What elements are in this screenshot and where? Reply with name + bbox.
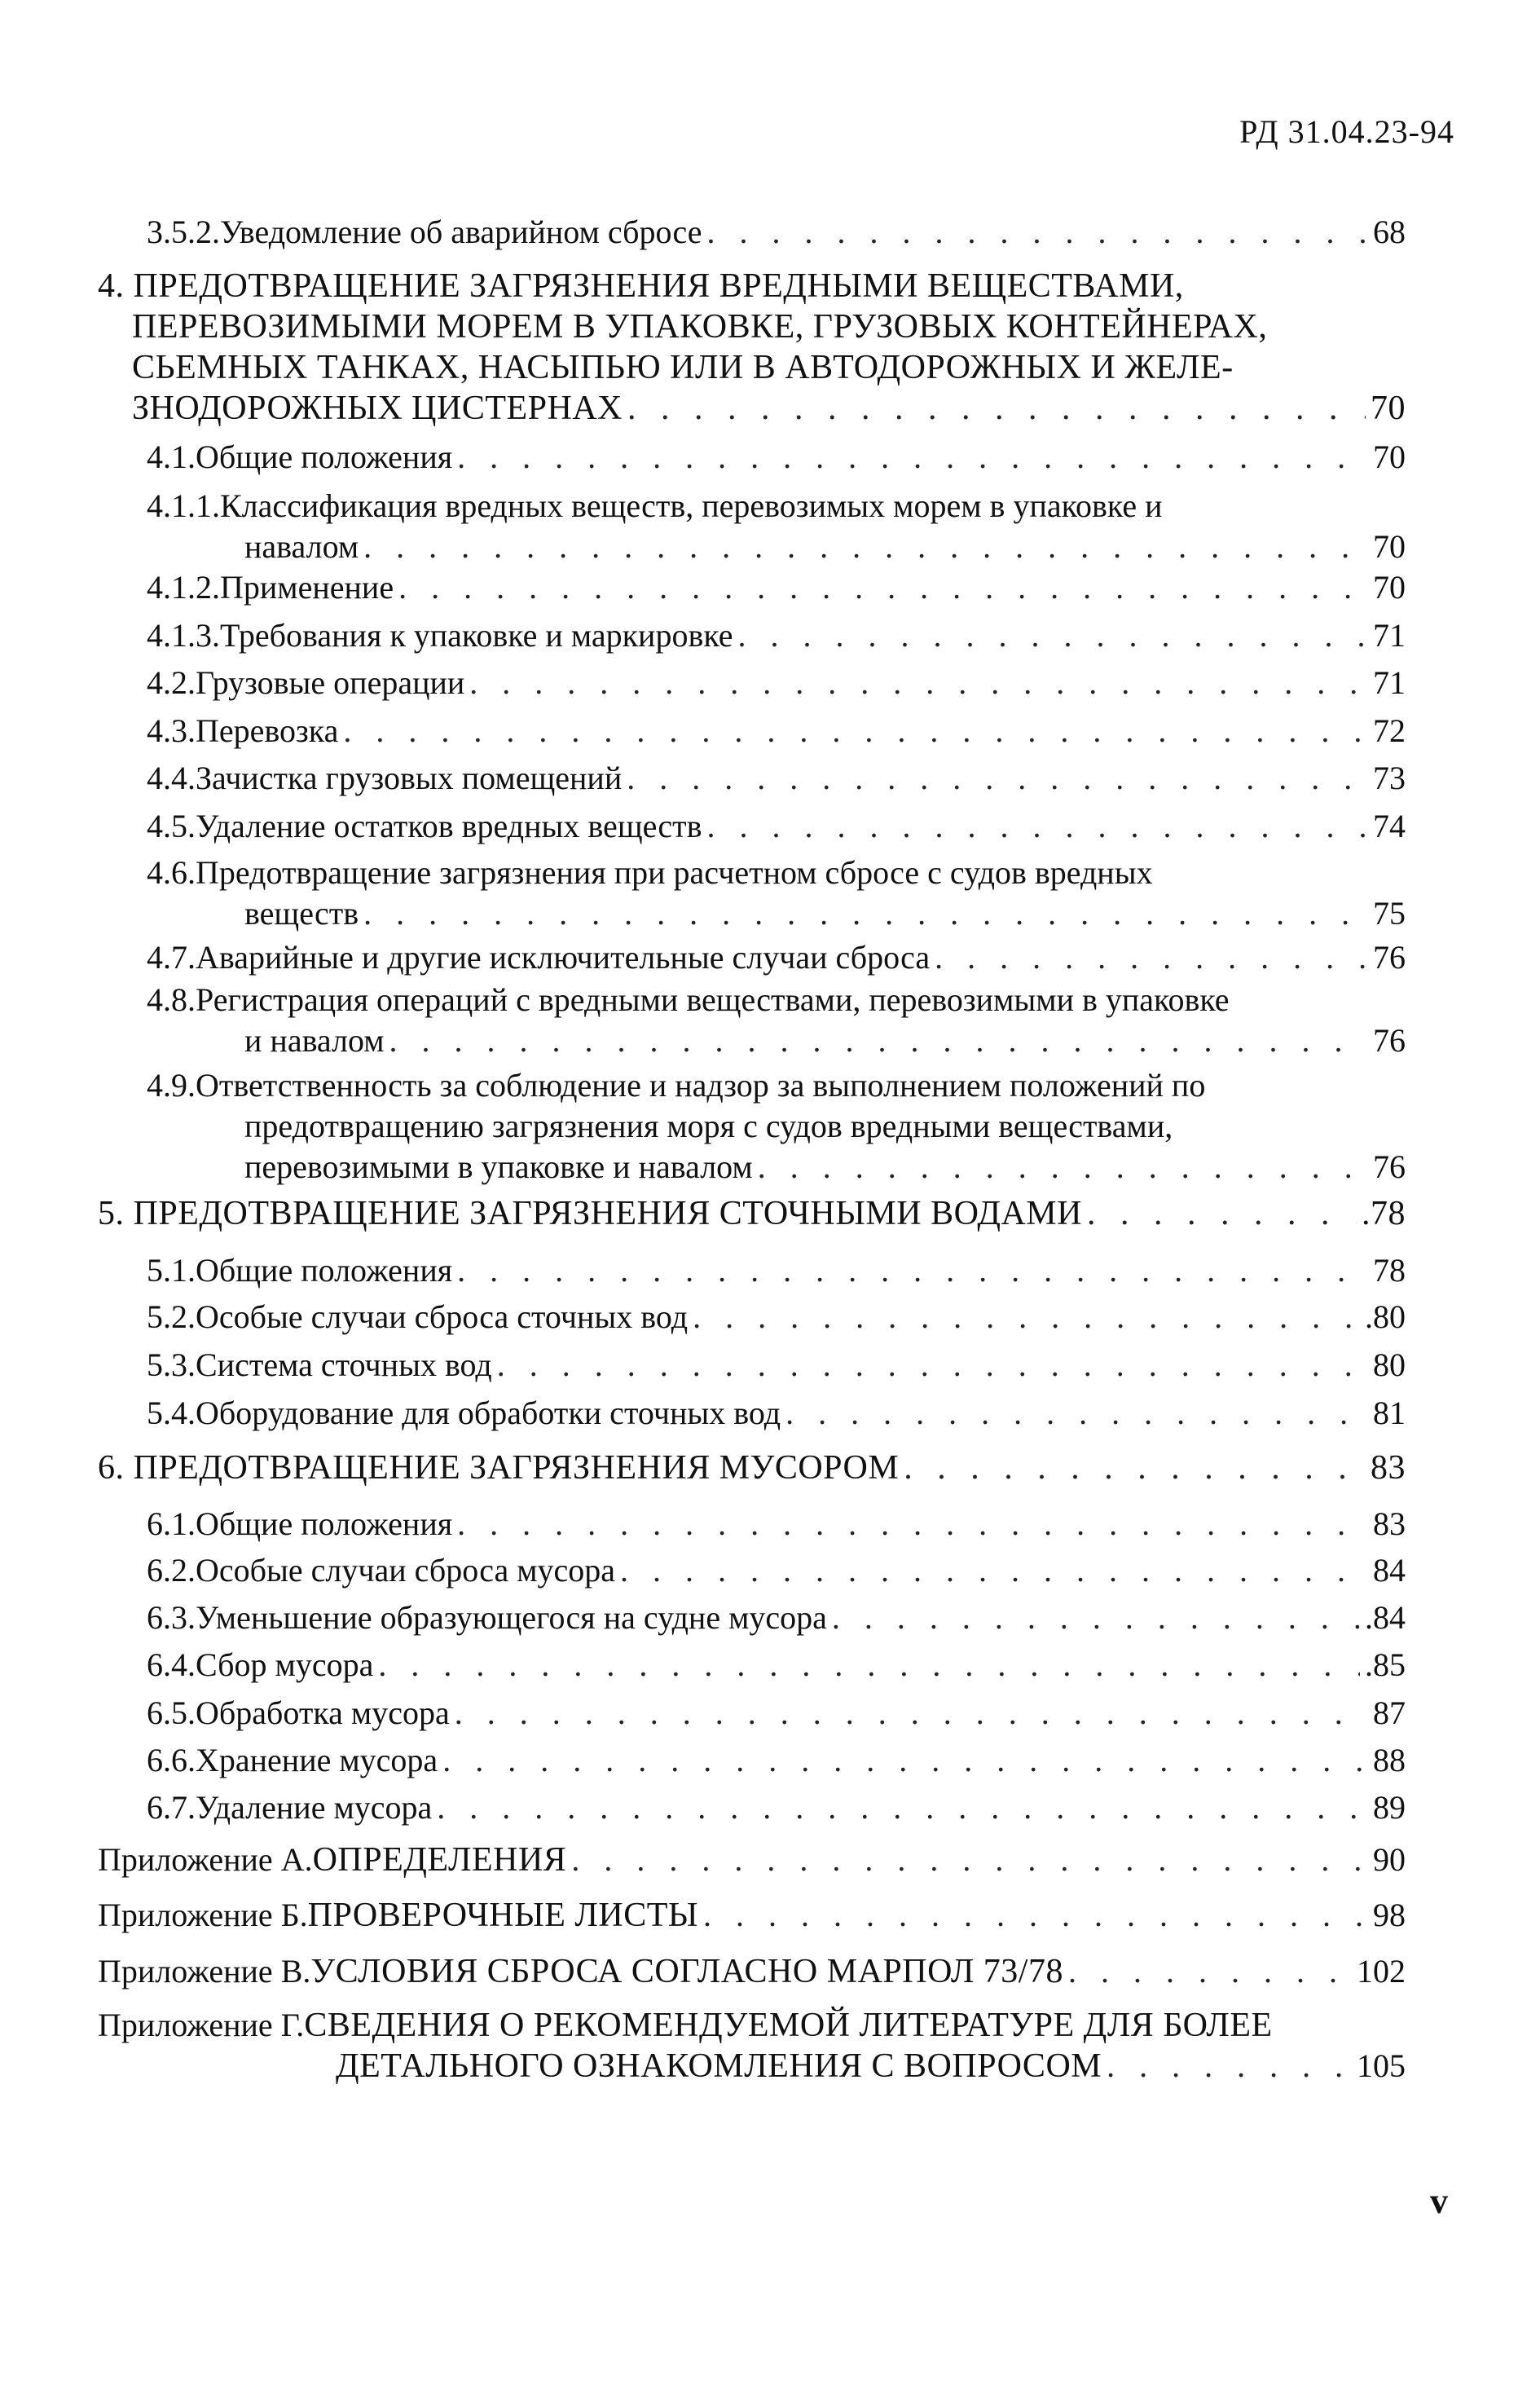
toc-entry-6-1[interactable] [147,1504,1406,1545]
toc-entry-4-6[interactable] [147,853,1406,934]
toc-entry-6-7[interactable] [147,1787,1406,1828]
dot-leader [442,1740,1368,1781]
toc-section-4[interactable] [98,266,1406,429]
toc-entry-title: 6.6.Хранение мусора [147,1742,438,1778]
toc-section-5[interactable] [98,1193,1406,1234]
toc-appendix-prefix: Приложение А. [98,1841,313,1878]
document-code: РД 31.04.23-94 [1239,113,1454,150]
toc-appendix-prefix: Приложение Б. [98,1897,308,1933]
dot-leader [363,527,1368,567]
toc-entry-title: 4.1.2.Применение [147,569,394,606]
toc-entry-4-1-1[interactable] [147,486,1406,567]
toc-entry-page: 72 [1373,712,1406,749]
toc-entry-4-1-2[interactable] [147,567,1406,608]
toc-entry-page: .80 [1365,1298,1406,1335]
toc-entry-page: 76 [1373,1148,1406,1185]
toc-entry-page: 87 [1373,1694,1406,1731]
toc-entry-title: 5.1.Общие положения [147,1252,453,1289]
toc-entry-page: 75 [1373,895,1406,932]
toc-entry-title: 4.1.Общие положения [147,438,453,475]
dot-leader [437,1787,1368,1828]
toc-entry-title: 4.3.Перевозка [147,712,339,749]
toc-entry-page: 80 [1373,1346,1406,1383]
toc-appendix-title-line-1: СВЕДЕНИЯ О РЕКОМЕНДУЕМОЙ ЛИТЕРАТУРЕ ДЛЯ БОЛЕЕ [304,2007,1273,2044]
toc-entry-6-3[interactable] [147,1597,1406,1638]
toc-appendix-page: 105 [1357,2047,1406,2084]
dot-leader [738,615,1368,656]
dot-leader [455,1693,1368,1734]
toc-entry-title: 5.3.Система сточных вод [147,1346,492,1383]
toc-section-title-line-2: ПЕРЕВОЗИМЫМИ МОРЕМ В УПАКОВКЕ, ГРУЗОВЫХ КОНТЕЙНЕРАХ, [132,308,1268,346]
dot-leader [469,663,1368,703]
dot-leader [1107,2046,1352,2087]
toc-appendix-title-line-2: ДЕТАЛЬНОГО ОЗНАКОМЛЕНИЯ С ВОПРОСОМ [336,2047,1102,2085]
toc-entry-page: 71 [1373,664,1406,701]
toc-entry-page: 89 [1373,1789,1406,1826]
dot-leader [758,1147,1368,1188]
toc-section-title: 5. ПРЕДОТВРАЩЕНИЕ ЗАГРЯЗНЕНИЯ СТОЧНЫМИ ВОДАМИ [98,1195,1082,1232]
toc-entry-6-4[interactable] [147,1645,1406,1686]
toc-section-title-line-1: 4. ПРЕДОТВРАЩЕНИЕ ЗАГРЯЗНЕНИЯ ВРЕДНЫМИ ВЕЩЕСТВАМИ, [98,267,1184,305]
toc-entry-page: 78 [1373,1252,1406,1289]
toc-entry-page: 88 [1373,1742,1406,1778]
toc-entry-4-3[interactable] [147,711,1406,751]
dot-leader [457,437,1368,478]
dot-leader [1068,1951,1352,1992]
dot-leader [378,1645,1360,1686]
toc-entry-6-5[interactable] [147,1693,1406,1734]
toc-appendix-prefix: Приложение Г. [98,2007,305,2043]
dot-leader [706,806,1368,847]
toc-entry-title: 6.3.Уменьшение образующегося на судне мусора [147,1599,827,1636]
toc-entry-title-line-2: навалом [244,528,359,565]
toc-entry-page: 70 [1373,528,1406,565]
toc-entry-4-5[interactable] [147,806,1406,847]
toc-entry-title: 5.2.Особые случаи сброса сточных вод [147,1298,689,1335]
toc-entry-page: 76 [1373,1022,1406,1059]
toc-appendix-title: ОПРЕДЕЛЕНИЯ [312,1841,567,1879]
toc-appendix-prefix: Приложение В. [98,1953,311,1990]
toc-entry-title: 4.4.Зачистка грузовых помещений [147,760,623,796]
toc-entry-5-4[interactable] [147,1393,1406,1434]
dot-leader [343,711,1368,751]
dot-leader [389,1020,1368,1061]
toc-section-page: .78 [1362,1195,1406,1232]
toc-entry-page: 84 [1373,1552,1406,1589]
dot-leader [497,1345,1368,1386]
toc-section-6[interactable] [98,1448,1406,1488]
toc-entry-3-5-2[interactable] [147,212,1406,253]
toc-section-page: 70 [1371,390,1406,427]
toc-entry-page: 83 [1373,1505,1406,1542]
dot-leader [703,1895,1368,1936]
toc-entry-page: 68 [1373,214,1406,250]
dot-leader [935,937,1368,978]
toc-section-title: 6. ПРЕДОТВРАЩЕНИЕ ЗАГРЯЗНЕНИЯ МУСОРОМ [98,1449,900,1487]
toc-entry-title: 6.7.Удаление мусора [147,1789,433,1826]
dot-leader [620,1550,1368,1591]
toc-appendix-title: УСЛОВИЯ СБРОСА СОГЛАСНО МАРПОЛ 73/78 [310,1953,1063,1990]
toc-entry-page: 74 [1373,808,1406,844]
toc-entry-title-line-1: 4.1.1.Классификация вредных веществ, перевозимых морем в упаковке и [147,487,1163,524]
toc-entry-page: .85 [1365,1646,1406,1683]
toc-entry-title-line-2: и навалом [244,1022,385,1059]
toc-entry-page: 70 [1373,438,1406,475]
dot-leader [627,388,1366,429]
toc-entry-title-line-1: 4.9.Ответственность за соблюдение и надзор за выполнением положений по [147,1067,1206,1104]
toc-entry-title: 3.5.2.Уведомление об аварийном сбросе [147,214,702,250]
toc-entry-title-line-2: веществ [244,895,359,932]
toc-section-page: 83 [1371,1449,1406,1487]
toc-section-title-line-4: ЗНОДОРОЖНЫХ ЦИСТЕРНАХ [132,390,623,427]
toc-entry-4-1[interactable] [147,437,1406,478]
toc-entry-title-line-3: перевозимыми в упаковке и навалом [244,1148,753,1185]
dot-leader [785,1393,1368,1434]
toc-entry-page: 71 [1373,617,1406,654]
toc-entry-page: 70 [1373,569,1406,606]
toc-entry-4-8[interactable] [147,980,1406,1061]
toc-entry-title: 4.2.Грузовые операции [147,664,465,701]
toc-entry-title: 4.5.Удаление остатков вредных веществ [147,808,702,844]
dot-leader [398,567,1368,608]
toc-entry-title: 6.2.Особые случаи сброса мусора [147,1552,616,1589]
toc-entry-title-line-1: 4.6.Предотвращение загрязнения при расчетном сбросе с судов вредных [147,854,1153,891]
dot-leader [571,1840,1368,1880]
toc-entry-page: 76 [1373,939,1406,976]
toc-entry-title-line-1: 4.8.Регистрация операций с вредными веществами, перевозимыми в упаковке [147,981,1230,1018]
toc-entry-page: .84 [1365,1599,1406,1636]
toc-appendix-page: 102 [1357,1953,1406,1990]
toc-entry-4-2[interactable] [147,663,1406,703]
dot-leader [832,1597,1360,1638]
toc-appendix-g[interactable] [98,2005,1406,2087]
toc-entry-5-1[interactable] [147,1250,1406,1291]
toc-entry-page: 73 [1373,760,1406,796]
toc-entry-title: 6.4.Сбор мусора [147,1646,374,1683]
toc-appendix-page: 90 [1373,1841,1406,1878]
toc-appendix-v[interactable] [98,1951,1406,1992]
dot-leader [363,893,1368,934]
toc-entry-4-4[interactable] [147,758,1406,799]
toc-entry-title: 4.7.Аварийные и другие исключительные случаи сброса [147,939,931,976]
toc-entry-4-1-3[interactable] [147,615,1406,656]
toc-appendix-page: 98 [1373,1897,1406,1933]
toc-entry-4-9[interactable] [147,1065,1406,1188]
dot-leader [693,1297,1360,1337]
toc-entry-title: 5.4.Оборудование для обработки сточных вод [147,1395,781,1431]
toc-entry-6-6[interactable] [147,1740,1406,1781]
toc-appendix-a[interactable] [98,1840,1406,1880]
dot-leader [457,1250,1368,1291]
toc-appendix-b[interactable] [98,1895,1406,1936]
dot-leader [706,212,1368,253]
dot-leader [627,758,1368,799]
toc-entry-title: 6.1.Общие положения [147,1505,453,1542]
toc-entry-title: 4.1.3.Требования к упаковке и маркировке [147,617,733,654]
toc-appendix-title: ПРОВЕРОЧНЫЕ ЛИСТЫ [307,1897,699,1934]
toc-entry-title-line-2: предотвращению загрязнения моря с судов вредными веществами, [244,1108,1173,1144]
page-number: v [1430,2181,1448,2221]
dot-leader [457,1504,1368,1545]
toc-entry-title: 6.5.Обработка мусора [147,1694,450,1731]
toc-entry-5-2[interactable] [147,1297,1406,1337]
toc-section-title-line-3: СЬЕМНЫХ ТАНКАХ, НАСЫПЬЮ ИЛИ В АВТОДОРОЖНЫХ И ЖЕЛЕ- [132,349,1234,386]
toc-entry-6-2[interactable] [147,1550,1406,1591]
toc-entry-page: 81 [1373,1395,1406,1431]
dot-leader [904,1448,1366,1488]
dot-leader [1087,1193,1357,1234]
toc-entry-5-3[interactable] [147,1345,1406,1386]
toc-entry-4-7[interactable] [147,937,1406,978]
